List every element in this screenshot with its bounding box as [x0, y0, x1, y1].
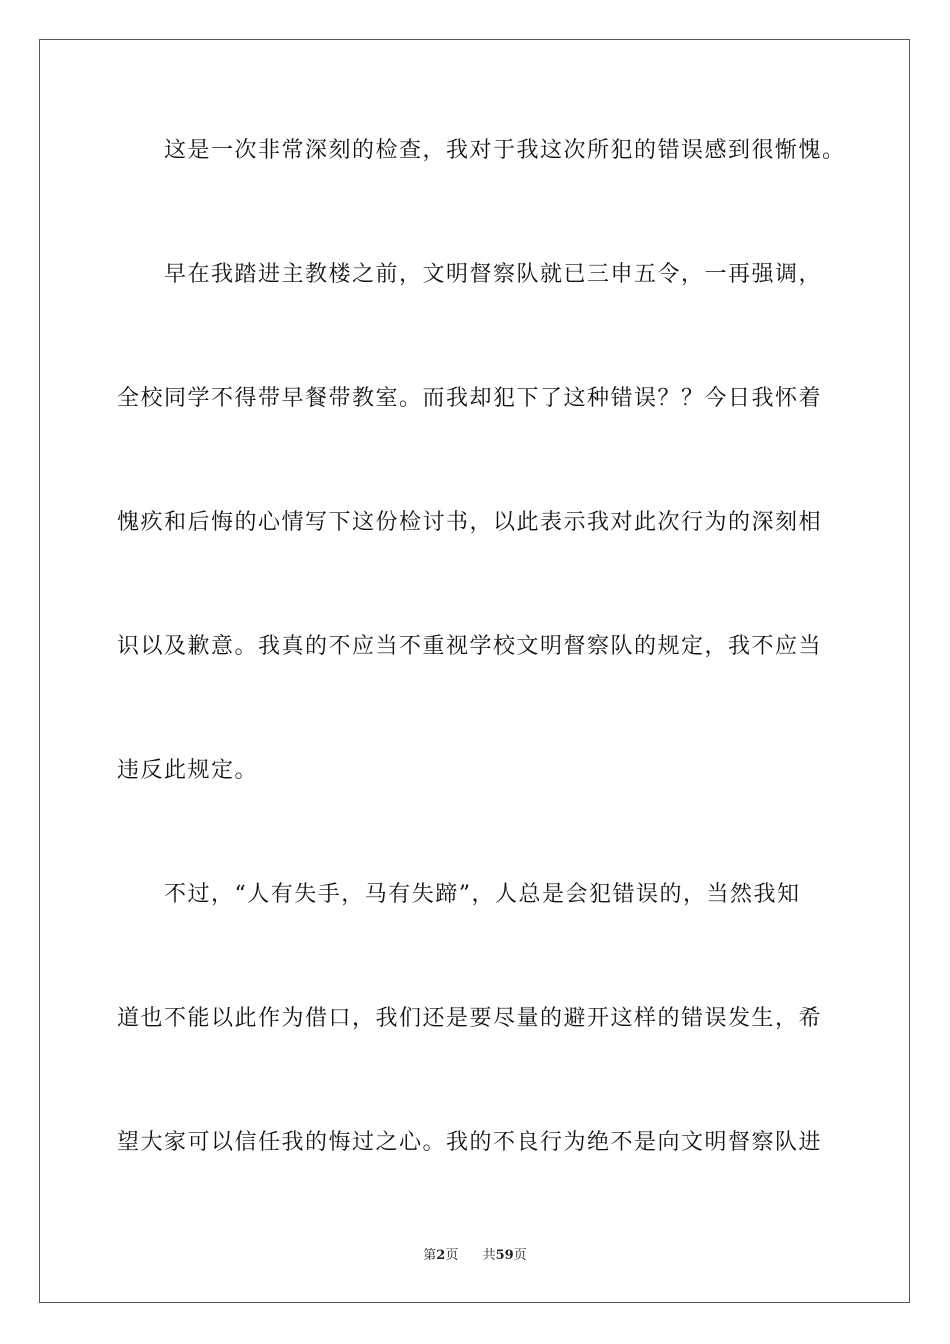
page-footer [0, 1247, 950, 1265]
paragraph-line: 早在我踏进主教楼之前，文明督察队就已三申五令，一再强调， [164, 262, 823, 287]
paragraph-line: 道也不能以此作为借口，我们还是要尽量的避开这样的错误发生，希 [117, 1006, 823, 1031]
paragraph-line: 望大家可以信任我的悔过之心。我的不良行为绝不是向文明督察队进 [117, 1130, 823, 1155]
current-page-number: 2 [436, 1248, 446, 1263]
paragraph-line: 全校同学不得带早餐带教室。而我却犯下了这种错误？？今日我怀着 [117, 386, 823, 411]
paragraph-line: 不过，“人有失手，马有失蹄”，人总是会犯错误的，当然我知 [164, 882, 801, 907]
paragraph-line: 识以及歉意。我真的不应当不重视学校文明督察队的规定，我不应当 [117, 634, 823, 659]
total-pages-number: 59 [495, 1248, 514, 1263]
paragraph-line: 违反此规定。 [117, 758, 259, 783]
paragraph-line: 这是一次非常深刻的检查，我对于我这次所犯的错误感到很惭愧。 [164, 138, 846, 163]
page-border [39, 39, 910, 1303]
total-pages-indicator: 共59页 [482, 1248, 527, 1263]
paragraph-line: 愧疚和后悔的心情写下这份检讨书，以此表示我对此次行为的深刻相 [117, 510, 823, 535]
page-indicator: 第2页 [423, 1248, 459, 1263]
